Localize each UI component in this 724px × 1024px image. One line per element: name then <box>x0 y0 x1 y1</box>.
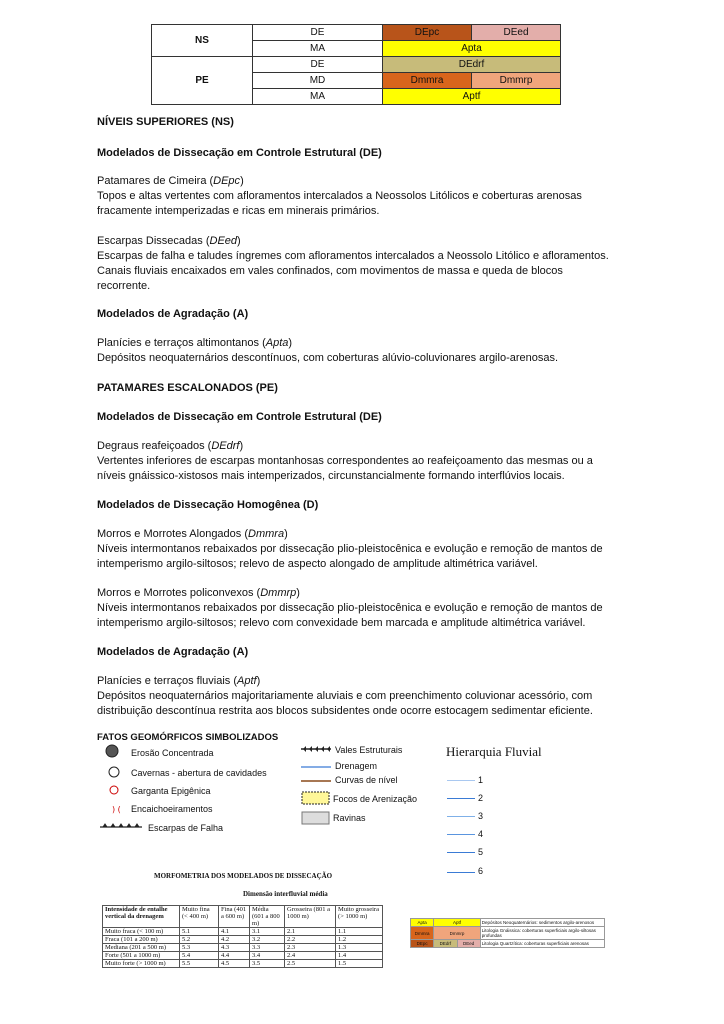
cell: 2.4 <box>285 952 336 960</box>
table-row <box>103 960 383 968</box>
mini-deed: DEed <box>457 940 480 948</box>
cell: 3.2 <box>250 936 285 944</box>
hierarchy-order: 4 <box>478 829 484 839</box>
hierarchy-order: 6 <box>478 866 484 876</box>
hierarchy-line <box>447 852 475 853</box>
table-row <box>103 944 383 952</box>
deed-cell: DEed <box>472 25 561 41</box>
pe-title: PATAMARES ESCALONADOS (PE) <box>97 382 278 394</box>
legend-table <box>151 24 561 105</box>
cell: 1.4 <box>336 952 383 960</box>
cell: 2.2 <box>285 936 336 944</box>
pe-a-title: Modelados de Agradação (A) <box>97 646 249 658</box>
dmmra-block <box>97 527 617 572</box>
ma-cell: MA <box>253 41 383 57</box>
row-label: Forte (501 a 1000 m) <box>103 952 180 960</box>
symbol-label: Garganta Epigênica <box>131 786 211 796</box>
depc-heading: Patamares de Cimeira (DEpc) <box>97 175 244 187</box>
cell: 5.5 <box>180 960 219 968</box>
dmmrp-cell: Dmmrp <box>472 73 561 89</box>
depc-text: Topos e altas vertentes com afloramentos intercalados a Neossolos Litólicos e coberturas arenosas fracamente intemperizadas e ricas em minerais primários. <box>97 190 582 217</box>
cell: 1.5 <box>336 960 383 968</box>
apta-block <box>97 336 617 366</box>
structural-valley-icon <box>301 746 331 752</box>
table-row <box>103 936 383 944</box>
header-cell: Muito grosseira (> 1000 m) <box>336 906 383 928</box>
ns-de-title: Modelados de Dissecação em Controle Estrutural (DE) <box>97 147 382 159</box>
dedrf-heading: Degraus reafeiçoados (DEdrf) <box>97 440 244 452</box>
mini-dmmrp: Dmmrp <box>434 927 481 940</box>
cell: 2.5 <box>285 960 336 968</box>
aptf-text: Depósitos neoquaternários majoritariamente aluviais e com preenchimento coluvionar acessório, com distribuição descontínua restrita aos blocos subsidentes onde ocorre estocagem sedimentar eficiente. <box>97 690 593 717</box>
header-cell: Grosseira (801 a 1000 m) <box>285 906 336 928</box>
apta-cell: Apta <box>383 41 561 57</box>
ma-cell: MA <box>253 89 383 105</box>
erosion-icon <box>106 745 118 757</box>
morfometria-subtitle: Dimensão interfluvial média <box>243 890 328 898</box>
deed-heading: Escarpas Dissecadas (DEed) <box>97 235 241 247</box>
dmmra-heading: Morros e Morrotes Alongados (Dmmra) <box>97 528 288 540</box>
dmmrp-text: Níveis intermontanos rebaixados por dissecação plio-pleistocênica e evolução e remoção de mantos de intemperismo argilo-siltosos; relevo com convexidade bem marcada e amplitude altimétrica variável. <box>97 602 603 629</box>
ravine-icon <box>302 812 329 824</box>
apta-text: Depósitos neoquaternários descontínuos, com coberturas alúvio-coluvionares argilo-arenosas. <box>97 352 559 364</box>
cell: 2.3 <box>285 944 336 952</box>
cell: 3.4 <box>250 952 285 960</box>
cell: 2.1 <box>285 928 336 936</box>
hierarchy-line <box>447 780 475 781</box>
ns-a-title: Modelados de Agradação (A) <box>97 308 249 320</box>
symbol-label: Erosão Concentrada <box>131 748 214 758</box>
symbols-title: FATOS GEOMÓRFICOS SIMBOLIZADOS <box>97 732 279 743</box>
fault-scarp-icon <box>100 822 144 830</box>
cell: 5.3 <box>180 944 219 952</box>
cell: 5.4 <box>180 952 219 960</box>
cell: 5.1 <box>180 928 219 936</box>
hierarchy-title: Hierarquia Fluvial <box>446 744 542 759</box>
deed-block <box>97 234 617 294</box>
mini-desc: Depósitos Neoquaternários: sedimentos argilo-arenosos <box>480 919 604 927</box>
depc-block <box>97 174 617 219</box>
cell: 4.2 <box>219 936 250 944</box>
symbol-label: Vales Estruturais <box>335 745 403 755</box>
header-cell: Fina (401 a 600 m) <box>219 906 250 928</box>
aptf-cell: Aptf <box>383 89 561 105</box>
cell: 5.2 <box>180 936 219 944</box>
symbol-label: Focos de Arenização <box>333 794 418 804</box>
symbol-label: Ravinas <box>333 813 366 823</box>
cell: 1.1 <box>336 928 383 936</box>
mini-depc: DEpc <box>411 940 434 948</box>
symbol-icons-2 <box>301 744 335 828</box>
dmmrp-heading: Morros e Morrotes policonvexos (Dmmrp) <box>97 587 300 599</box>
mini-dedrf: DEdrf <box>434 940 457 948</box>
ns-title: NÍVEIS SUPERIORES (NS) <box>97 116 234 128</box>
symbol-label: Encaichoeiramentos <box>131 804 213 814</box>
header-cell: Intensidade de entalhe vertical da drenagem <box>103 906 180 928</box>
dedrf-block <box>97 439 617 484</box>
hierarchy-order: 5 <box>478 847 484 857</box>
row-label: Muito fraca (< 100 m) <box>103 928 180 936</box>
table-header-row <box>103 906 383 928</box>
cell: 3.3 <box>250 944 285 952</box>
hierarchy-order: 2 <box>478 793 484 803</box>
mini-desc: Litologia Quartzítica: coberturas superficiais arenosas <box>480 940 604 948</box>
mini-aptf: Aptf <box>434 919 481 927</box>
hierarchy-line <box>447 872 475 873</box>
symbol-label: Drenagem <box>335 761 378 771</box>
table-row <box>103 952 383 960</box>
deed-text: Escarpas de falha e taludes íngremes com afloramentos intercalados a Neossolo Litólico e afloramentos. Canais fluviais encaixados em vales confinados, com movimentos de massa e queda de blocos recorrente. <box>97 250 609 292</box>
cell: 4.4 <box>219 952 250 960</box>
mini-dmmra: Dmmra <box>411 927 434 940</box>
dedrf-cell: DEdrf <box>383 57 561 73</box>
row-label: Mediana (201 a 500 m) <box>103 944 180 952</box>
morfometria-title: MORFOMETRIA DOS MODELADOS DE DISSECAÇÃO <box>154 872 333 880</box>
pe-de-title: Modelados de Dissecação em Controle Estrutural (DE) <box>97 411 382 423</box>
row-label: Muito forte (> 1000 m) <box>103 960 180 968</box>
cell: 3.1 <box>250 928 285 936</box>
table-row <box>103 928 383 936</box>
dmmrp-block <box>97 586 617 631</box>
mini-legend <box>410 918 605 948</box>
dmmra-text: Níveis intermontanos rebaixados por dissecação plio-pleistocênica e evolução e remoção de mantos de intemperismo argilo-siltosos; relevo de aspecto alongado de amplitude altimétrica variável. <box>97 543 603 570</box>
cell: 1.3 <box>336 944 383 952</box>
symbol-label: Curvas de nível <box>335 775 398 785</box>
de-cell: DE <box>253 57 383 73</box>
cave-icon <box>109 767 119 777</box>
cell: 4.3 <box>219 944 250 952</box>
ns-cell: NS <box>152 25 253 57</box>
morfometria-table <box>102 905 383 968</box>
cell: 3.5 <box>250 960 285 968</box>
waterfall-icon: ) ( <box>112 805 121 814</box>
hierarchy-line <box>447 834 475 835</box>
sand-focus-icon <box>302 792 329 804</box>
hierarchy-line <box>447 816 475 817</box>
apta-heading: Planícies e terraços altimontanos (Apta) <box>97 337 293 349</box>
cell: 4.1 <box>219 928 250 936</box>
de-cell: DE <box>253 25 383 41</box>
mini-apta: Apta <box>411 919 434 927</box>
mini-desc: Litologia Gnáissica: coberturas superficiais argilo-siltosas profundas <box>480 927 604 940</box>
hierarchy-line <box>447 798 475 799</box>
pe-cell: PE <box>152 57 253 105</box>
cell: 1.2 <box>336 936 383 944</box>
cell: 4.5 <box>219 960 250 968</box>
dmmra-cell: Dmmra <box>383 73 472 89</box>
aptf-block <box>97 674 617 719</box>
md-cell: MD <box>253 73 383 89</box>
symbol-label: Escarpas de Falha <box>148 823 224 833</box>
gorge-icon <box>110 786 118 794</box>
dedrf-text: Vertentes inferiores de escarpas montanhosas correspondentes ao reafeiçoamento das mesmas ou a níveis gnáissico-xistosos mais intemperizados, circunstancialmente formando interflúvios locais. <box>97 455 593 482</box>
header-cell: Muito fina (< 400 m) <box>180 906 219 928</box>
depc-cell: DEpc <box>383 25 472 41</box>
aptf-heading: Planícies e terraços fluviais (Aptf) <box>97 675 261 687</box>
hierarchy-order: 1 <box>478 775 484 785</box>
pe-d-title: Modelados de Dissecação Homogênea (D) <box>97 499 319 511</box>
symbol-label: Cavernas - abertura de cavidades <box>131 768 267 778</box>
header-cell: Média (601 a 800 m) <box>250 906 285 928</box>
row-label: Fraca (101 a 200 m) <box>103 936 180 944</box>
hierarchy-order: 3 <box>478 811 484 821</box>
